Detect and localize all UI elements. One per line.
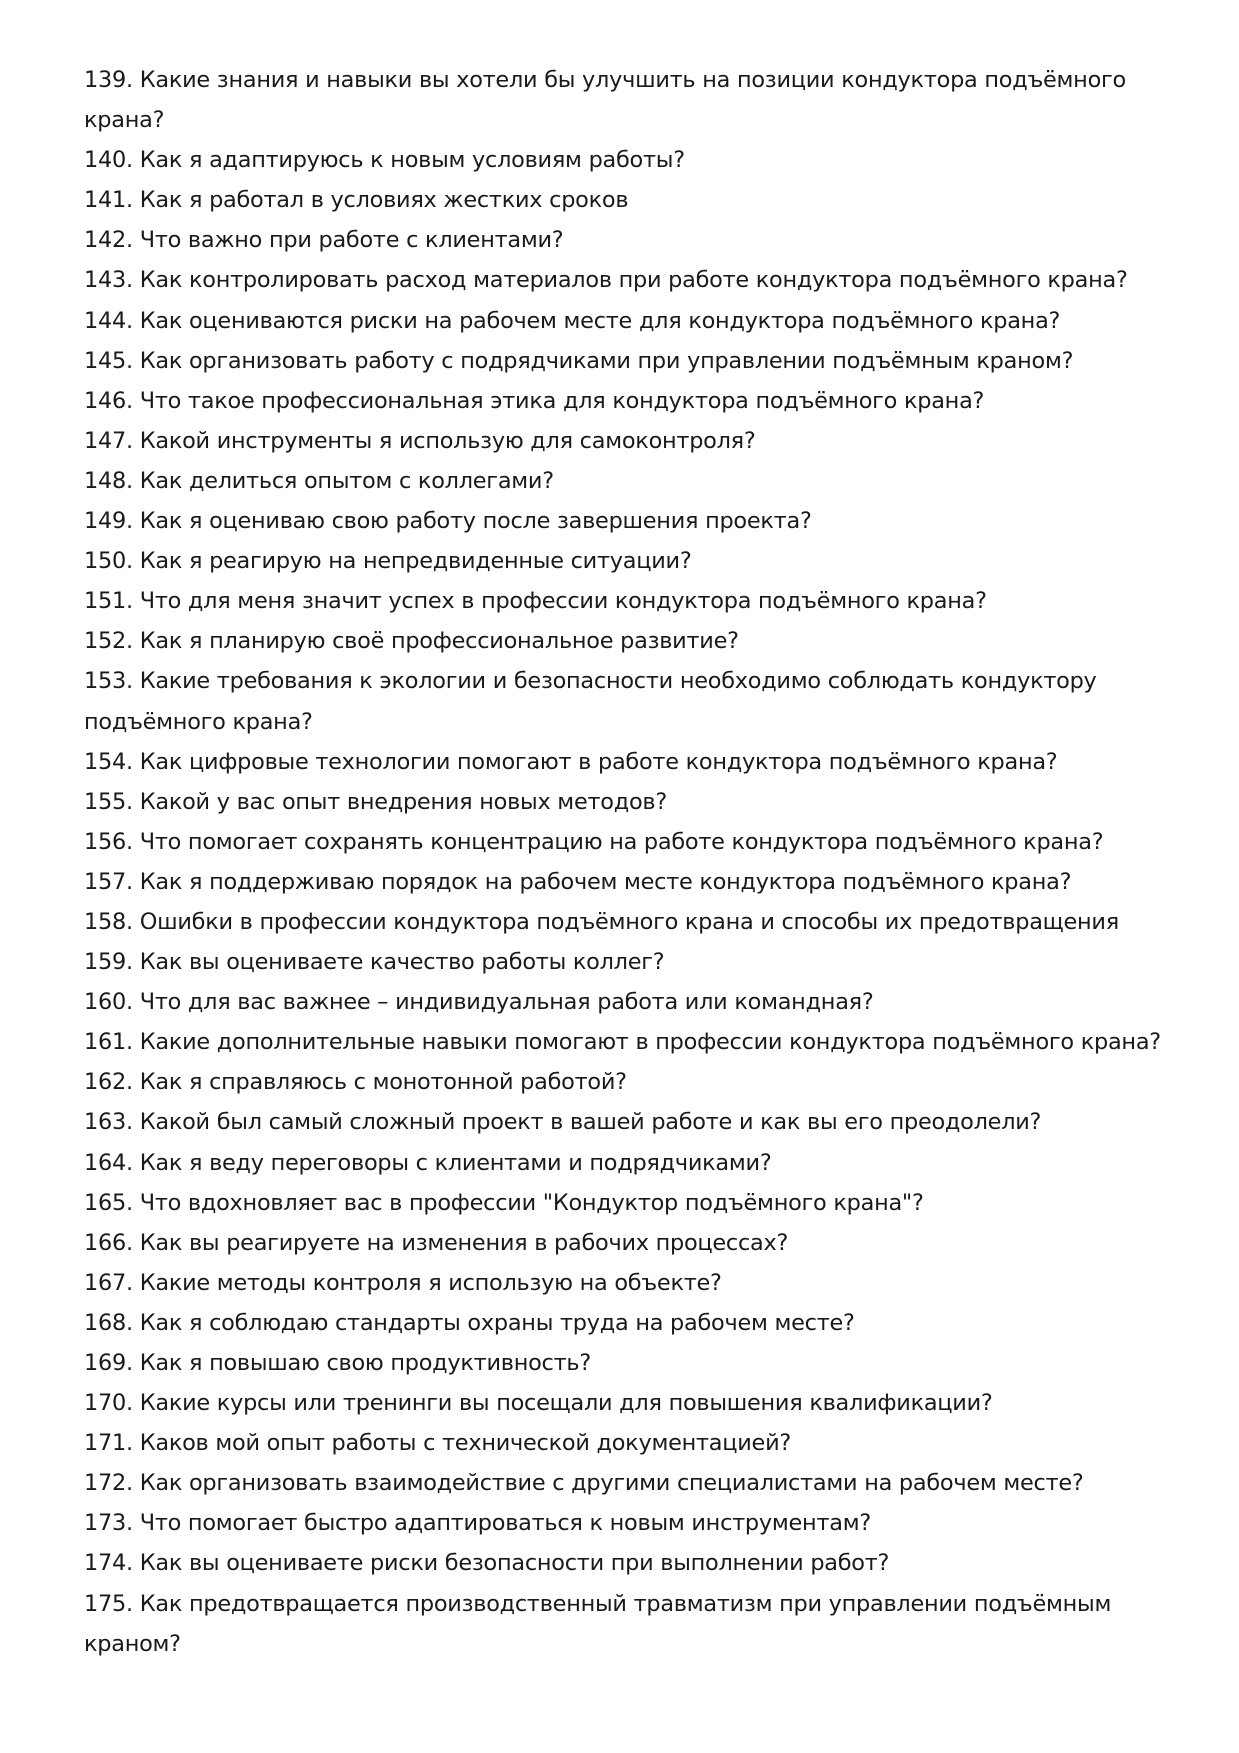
question-item: 163. Какой был самый сложный проект в вашей работе и как вы его преодолели? [84, 1109, 1042, 1136]
question-item: 140. Как я адаптируюсь к новым условиям работы? [84, 147, 685, 174]
question-item: 160. Что для вас важнее – индивидуальная работа или командная? [84, 989, 874, 1016]
question-item: 153. Какие требования к экологии и безопасности необходимо соблюдать кондуктору подъёмного крана? [84, 668, 1097, 735]
question-item: 148. Как делиться опытом с коллегами? [84, 467, 554, 494]
question-item: 150. Как я реагирую на непредвиденные ситуации? [84, 548, 692, 575]
question-item: 169. Как я повышаю свою продуктивность? [84, 1350, 591, 1376]
question-item: 174. Как вы оцениваете риски безопасности при выполнении работ? [84, 1550, 890, 1577]
question-item: 175. Как предотвращается производственный травматизм при управлении подъёмным краном? [84, 1590, 1112, 1657]
question-item: 152. Как я планирую своё профессиональное развитие? [84, 628, 739, 655]
question-list [84, 60, 1164, 1664]
question-item: 162. Как я справляюсь с монотонной работой? [84, 1069, 627, 1096]
question-item: 145. Как организовать работу с подрядчиками при управлении подъёмным краном? [84, 347, 1074, 374]
question-item: 168. Как я соблюдаю стандарты охраны труда на рабочем месте? [84, 1309, 855, 1336]
question-item: 143. Как контролировать расход материалов при работе кондуктора подъёмного крана? [84, 267, 1128, 294]
question-item: 142. Что важно при работе с клиентами? [84, 227, 564, 254]
question-item: 158. Ошибки в профессии кондуктора подъёмного крана и способы их предотвращения [84, 908, 1119, 935]
question-item: 155. Какой у вас опыт внедрения новых методов? [84, 788, 667, 815]
question-item: 161. Какие дополнительные навыки помогают в профессии кондуктора подъёмного крана? [84, 1029, 1161, 1056]
question-item: 172. Как организовать взаимодействие с другими специалистами на рабочем месте? [84, 1470, 1084, 1497]
question-item: 165. Что вдохновляет вас в профессии "Кондуктор подъёмного крана"? [84, 1189, 924, 1216]
question-item: 151. Что для меня значит успех в профессии кондуктора подъёмного крана? [84, 588, 987, 615]
question-item: 164. Как я веду переговоры с клиентами и подрядчиками? [84, 1149, 772, 1176]
question-item: 171. Каков мой опыт работы с технической документацией? [84, 1430, 792, 1457]
question-item: 166. Как вы реагируете на изменения в рабочих процессах? [84, 1229, 789, 1256]
question-item: 141. Как я работал в условиях жестких сроков [84, 187, 629, 214]
question-item: 157. Как я поддерживаю порядок на рабочем месте кондуктора подъёмного крана? [84, 868, 1072, 895]
question-item: 139. Какие знания и навыки вы хотели бы улучшить на позиции кондуктора подъёмного крана? [84, 67, 1126, 134]
question-item: 144. Как оцениваются риски на рабочем месте для кондуктора подъёмного крана? [84, 307, 1061, 334]
question-item: 173. Что помогает быстро адаптироваться к новым инструментам? [84, 1510, 871, 1537]
question-item: 170. Какие курсы или тренинги вы посещали для повышения квалификации? [84, 1390, 993, 1417]
question-item: 149. Как я оцениваю свою работу после завершения проекта? [84, 508, 812, 535]
question-item: 146. Что такое профессиональная этика для кондуктора подъёмного крана? [84, 387, 985, 414]
question-item: 147. Какой инструменты я использую для самоконтроля? [84, 427, 756, 454]
question-item: 167. Какие методы контроля я использую на объекте? [84, 1269, 722, 1296]
question-item: 159. Как вы оцениваете качество работы коллег? [84, 949, 665, 976]
question-item: 154. Как цифровые технологии помогают в работе кондуктора подъёмного крана? [84, 748, 1058, 775]
question-item: 156. Что помогает сохранять концентрацию на работе кондуктора подъёмного крана? [84, 828, 1104, 855]
